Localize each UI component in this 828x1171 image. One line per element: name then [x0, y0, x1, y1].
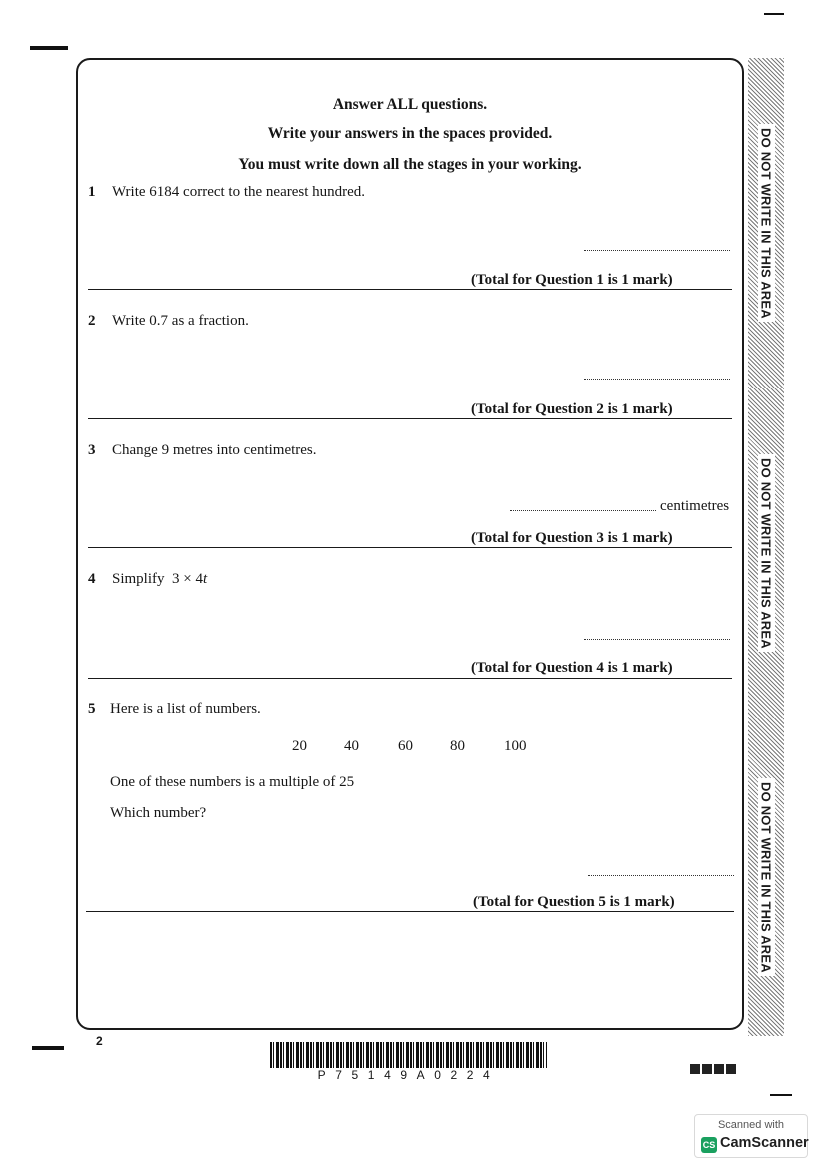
registration-mark: [770, 1094, 792, 1096]
margin-label-1: DO NOT WRITE IN THIS AREA: [758, 124, 775, 323]
question-4-text-prefix: Simplify 3 × 4: [112, 571, 203, 587]
margin-label-band: [748, 388, 784, 718]
number-list-item: 40: [344, 738, 359, 754]
question-5-answer-line[interactable]: [588, 875, 734, 876]
question-divider: [88, 547, 732, 548]
page-number: 2: [96, 1034, 103, 1048]
question-3-total: (Total for Question 3 is 1 mark): [471, 530, 673, 546]
question-4-number: 4: [88, 571, 96, 587]
question-divider: [88, 418, 732, 419]
instruction-working: You must write down all the stages in your working.: [238, 156, 582, 173]
question-4-variable: t: [202, 571, 208, 587]
question-2-answer-line[interactable]: [584, 379, 730, 380]
camscanner-name: CamScanner: [720, 1135, 809, 1151]
number-list-item: 60: [398, 738, 413, 754]
question-divider: [88, 289, 732, 290]
question-5-text: Here is a list of numbers.: [110, 701, 261, 717]
question-3-answer-line[interactable]: [510, 510, 656, 511]
scanned-with-text: Scanned with: [717, 1119, 785, 1131]
question-3-number: 3: [88, 442, 96, 458]
margin-label-band: [748, 718, 784, 1036]
margin-label-2: DO NOT WRITE IN THIS AREA: [758, 454, 775, 653]
question-4-text: [112, 571, 207, 588]
question-4-total: (Total for Question 4 is 1 mark): [471, 660, 673, 676]
question-5-total: (Total for Question 5 is 1 mark): [473, 894, 675, 910]
barcode-text: P75149A0224: [317, 1068, 500, 1082]
question-2-number: 2: [88, 313, 96, 329]
question-2-total: (Total for Question 2 is 1 mark): [471, 401, 673, 417]
number-list-item: 80: [450, 738, 465, 754]
number-list-item: 20: [292, 738, 307, 754]
registration-mark: [764, 13, 784, 15]
number-list-item: 100: [504, 738, 527, 754]
question-3-text: Change 9 metres into centimetres.: [112, 442, 317, 458]
question-1-text: Write 6184 correct to the nearest hundred.: [112, 184, 366, 200]
question-3-unit: centimetres: [660, 498, 730, 514]
instruction-spaces: Write your answers in the spaces provided.: [267, 125, 553, 142]
page-tracking-mark: [690, 1064, 738, 1074]
question-1-number: 1: [88, 184, 96, 200]
registration-mark: [30, 46, 68, 50]
question-1-answer-line[interactable]: [584, 250, 730, 251]
question-1-total: (Total for Question 1 is 1 mark): [471, 272, 673, 288]
camscanner-logo-icon: CS: [701, 1137, 717, 1153]
camscanner-watermark: [694, 1114, 808, 1158]
question-4-answer-line[interactable]: [584, 639, 730, 640]
margin-label-band: [748, 58, 784, 388]
question-5-multiple-text: One of these numbers is a multiple of 25: [110, 774, 355, 790]
barcode-image: [270, 1042, 547, 1068]
question-divider: [88, 678, 732, 679]
instruction-answer-all: Answer ALL questions.: [332, 96, 488, 113]
question-2-text: Write 0.7 as a fraction.: [112, 313, 249, 329]
question-5-number: 5: [88, 701, 96, 717]
question-divider: [86, 911, 734, 912]
question-5-which-text: Which number?: [110, 805, 207, 821]
registration-mark: [32, 1046, 64, 1050]
margin-label-3: DO NOT WRITE IN THIS AREA: [758, 778, 775, 977]
